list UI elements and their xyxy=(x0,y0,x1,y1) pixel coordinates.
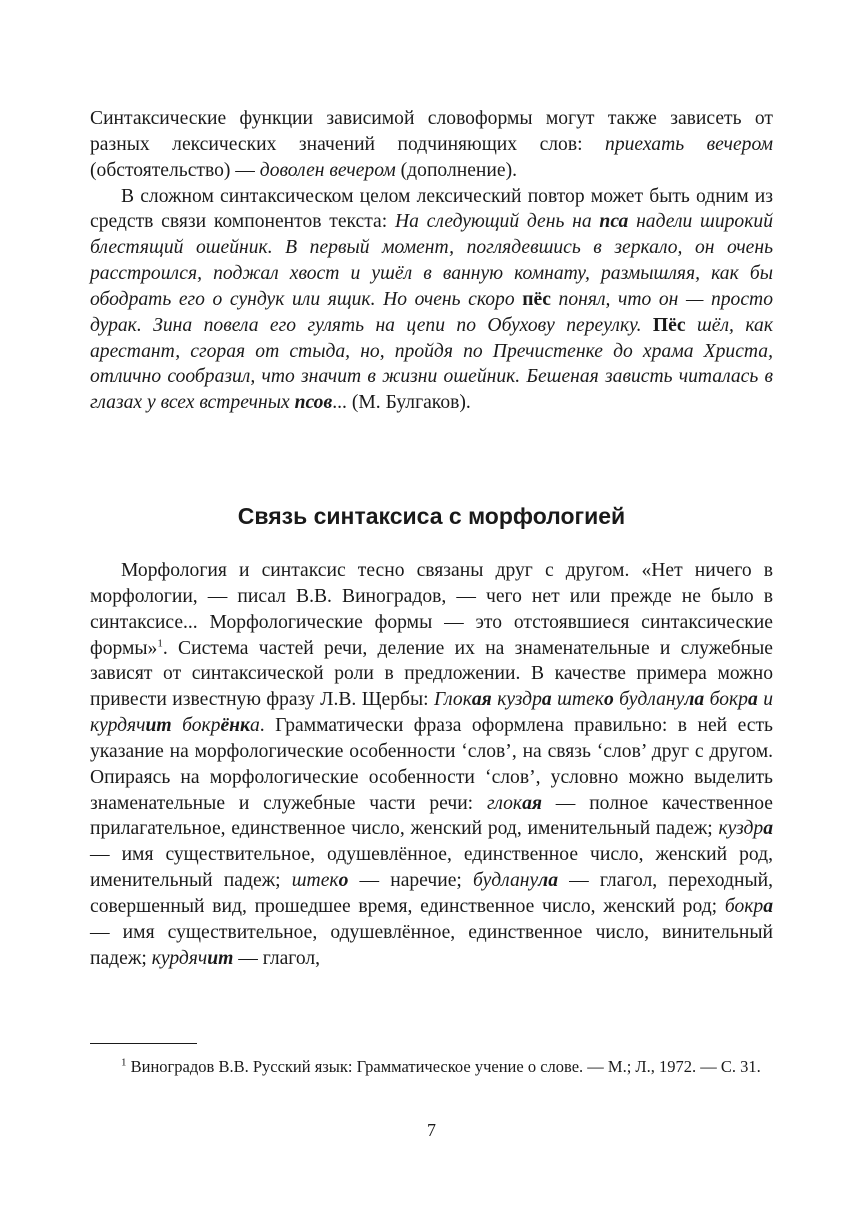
text-run: Пёс xyxy=(652,314,686,336)
text-run: ая xyxy=(471,689,492,711)
text-run: ... (М. Булгаков). xyxy=(332,392,471,414)
text-run: будлану xyxy=(613,689,685,711)
text-run: приехать вечером xyxy=(605,133,773,155)
text-run: ит xyxy=(207,947,234,969)
text-run: — имя существительное, одушевлённое, единственное число, винительный падеж; xyxy=(90,921,773,969)
text-run: куздр xyxy=(718,818,764,840)
text-run: а xyxy=(249,715,260,737)
text-run: понял xyxy=(550,288,606,310)
text-run: (обстоятельство) — xyxy=(90,159,260,181)
bottom-text-block xyxy=(90,558,773,972)
text-run: шёл, как арестант, сгорая от стыда, но, пройдя по Пречистенке до храма Христа, отлично сообразил, что значит в жизни ошейник. Бешеная зависть читалась в глазах у всех встречных xyxy=(90,314,773,414)
text-run: псов xyxy=(294,392,333,414)
text-run: и курдяч xyxy=(90,689,773,737)
text-run: а xyxy=(541,689,552,711)
text-run: пса xyxy=(599,211,629,233)
text-run: В сложном синтаксическом целом лексический повтор может быть одним из средств связи компонентов текста: xyxy=(90,185,773,233)
text-run: куздр xyxy=(491,689,542,711)
text-run: штек xyxy=(551,689,604,711)
paragraph-1 xyxy=(90,106,773,184)
text-run: штек xyxy=(291,870,339,892)
text-run: — наречие; xyxy=(348,870,474,892)
text-run: о xyxy=(603,689,614,711)
text-run: Морфология и синтаксис тесно связаны друг с другом. «Нет ничего в морфологии, — писал В.В. Виноградов, — чего нет или прежде не было в синтаксисе... Морфологические формы — это отстоявшиеся синтаксические формы» xyxy=(90,560,773,659)
footnote-rule xyxy=(90,1043,197,1044)
text-run: — полное качественное прилагательное, единственное число, женский род, именительный падеж; xyxy=(90,792,774,840)
paragraph-2 xyxy=(90,184,773,417)
text-run: о xyxy=(338,870,349,892)
text-run: ая xyxy=(522,792,542,814)
text-run: пёс xyxy=(522,288,551,310)
paragraph-3 xyxy=(90,558,773,972)
text-run: а xyxy=(763,818,773,840)
text-run: На следующий день на xyxy=(394,211,600,233)
text-run: глок xyxy=(486,792,523,814)
text-run: а xyxy=(763,895,773,917)
text-run: а xyxy=(747,689,758,711)
text-run: , что он — просто дурак. Зина повела его гулять на цепи по Обухову переулку. xyxy=(90,288,773,336)
text-run: бокр xyxy=(724,895,764,917)
footnote-text: Виноградов В.В. Русский язык: Грамматическое учение о слове. — М.; Л., 1972. — С. 31. xyxy=(126,1057,761,1076)
text-run: Синтаксические функции зависимой словоформы могут также зависеть от разных лексических значений подчиняющих слов: xyxy=(90,108,773,155)
footnote xyxy=(90,1055,773,1078)
page-number: 7 xyxy=(427,1120,436,1140)
text-run: ла xyxy=(684,689,705,711)
top-text-block xyxy=(90,106,773,416)
text-run: ит xyxy=(145,715,172,737)
text-run: надели широкий блестящий ошейник. В первый момент, поглядевшись в зеркало, он очень расстроился, поджал хвост и ушёл в ванную комнату, размышляя, как бы ободрать его о сундук или ящик. Но очень скоро xyxy=(90,211,773,310)
text-run: . Система частей речи, деление их на знаменательные и служебные зависят от синтаксической роли в предложении. В качестве примера можно привести известную фразу Л.В. Щербы: xyxy=(90,637,773,711)
footnote-marker: 1 xyxy=(121,1056,127,1069)
text-run: — глагол, переходный, совершенный вид, прошедшее время, единственное число, женский род; xyxy=(90,870,773,917)
text-run: Глок xyxy=(434,689,472,711)
text-run: будлану xyxy=(473,870,539,892)
text-run: курдяч xyxy=(151,947,208,969)
text-run: ла xyxy=(538,870,559,892)
footnote-ref: 1 xyxy=(157,637,163,649)
text-run: . Грамматически фраза оформлена правильно: в ней есть указание на морфологические особенности ‘слов’, на связь ‘слов’ друг с другом. Опираясь на морфологические особенности ‘слов’, условно можно выделить знаменательные и служебные части речи: xyxy=(90,715,773,814)
text-run: бокр xyxy=(704,689,748,711)
text-run: — имя существительное, одушевлённое, единственное число, женский род, именительный падеж; xyxy=(90,844,773,892)
text-run: — глагол, xyxy=(233,947,321,969)
text-run: ёнк xyxy=(220,715,250,737)
section-heading: Связь синтаксиса с морфологией xyxy=(237,503,626,529)
text-run: (дополнение). xyxy=(395,159,518,181)
text-run: бокр xyxy=(171,715,221,737)
text-run: доволен вечером xyxy=(259,159,396,181)
